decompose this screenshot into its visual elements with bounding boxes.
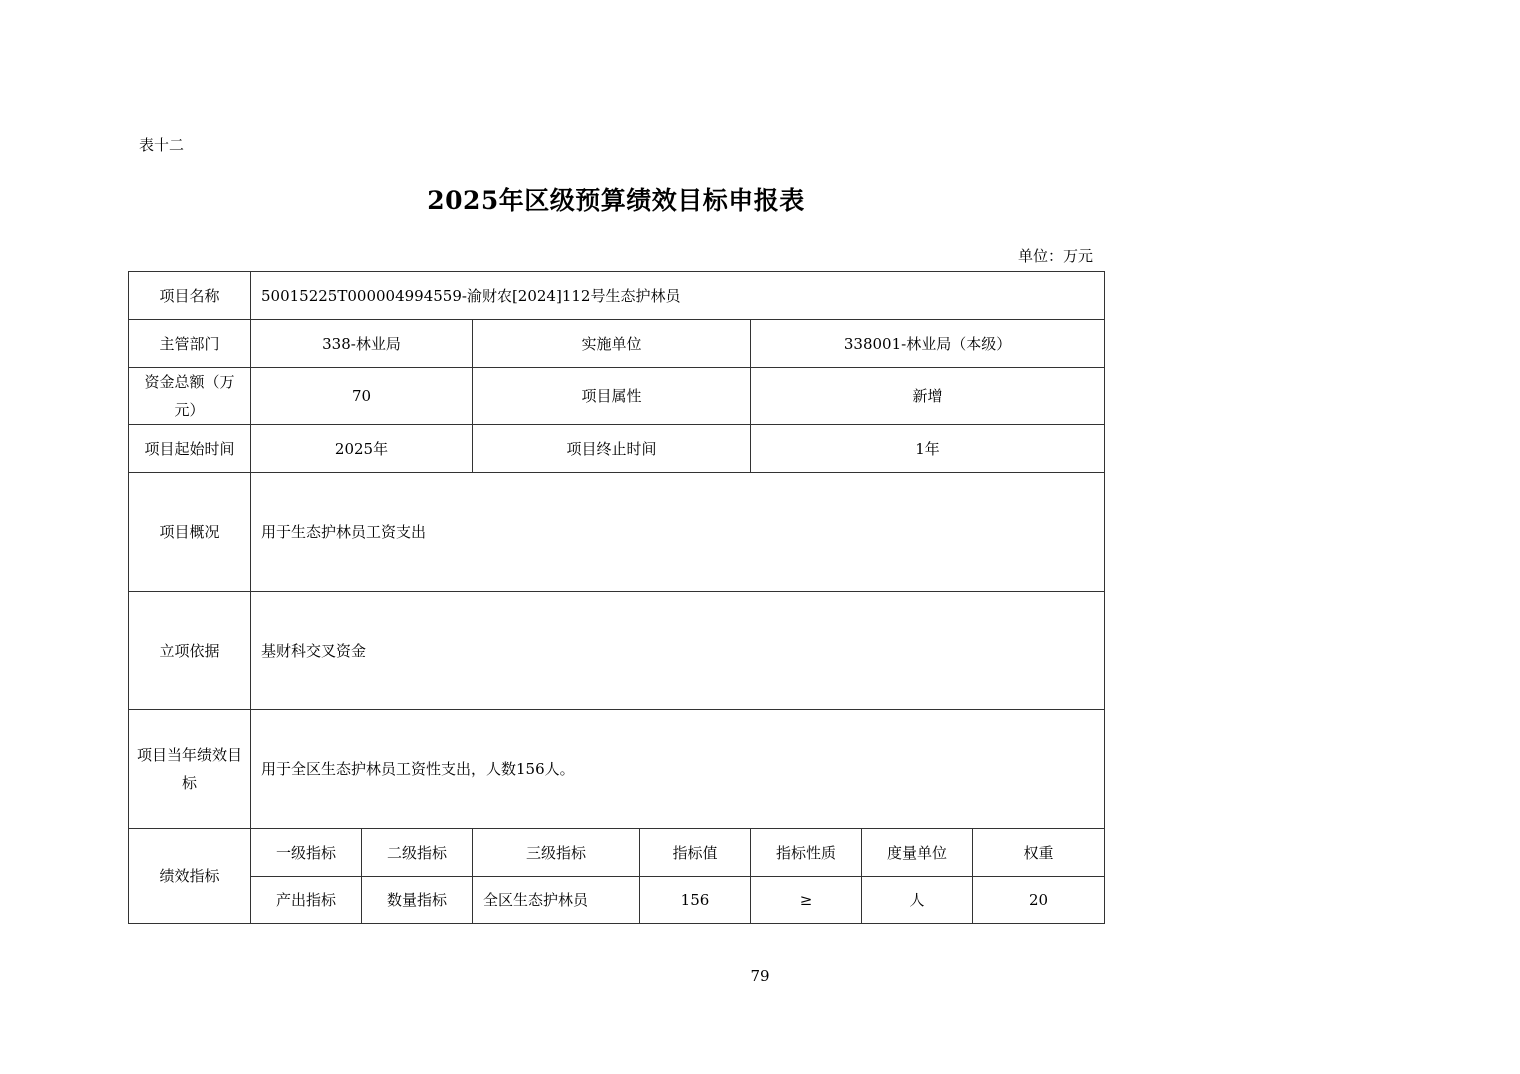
unit-label: 单位：万元 [1017,247,1093,265]
row-period [129,425,1105,473]
department-label: 主管部门 [129,320,251,368]
indicator-unit: 人 [862,877,973,924]
annual-goal-label: 项目当年绩效目标 [129,710,251,829]
indicator-header-level1: 一级指标 [251,829,362,877]
start-time-label: 项目起始时间 [129,425,251,473]
indicator-level3: 全区生态护林员 [473,877,640,924]
start-time-value: 2025年 [251,425,473,473]
project-attribute-label: 项目属性 [473,368,751,425]
implementing-unit-label: 实施单位 [473,320,751,368]
indicator-header-unit: 度量单位 [862,829,973,877]
indicator-nature: ≥ [751,877,862,924]
row-overview [129,473,1105,592]
annual-goal-value: 用于全区生态护林员工资性支出，人数156人。 [251,710,1105,829]
row-project-name [129,272,1105,320]
row-annual-goal [129,710,1105,829]
indicator-header-weight: 权重 [973,829,1105,877]
page-number: 79 [750,967,770,985]
indicator-header-level2: 二级指标 [362,829,473,877]
document-title: 2025年区级预算绩效目标申报表 [427,186,805,215]
row-basis [129,592,1105,710]
department-value: 338-林业局 [251,320,473,368]
indicator-header-row [129,829,1105,877]
indicator-value: 156 [640,877,751,924]
table-number: 表十二 [139,136,185,154]
row-funds [129,368,1105,425]
project-name-label: 项目名称 [129,272,251,320]
indicator-header-nature: 指标性质 [751,829,862,877]
project-basis-value: 基财科交叉资金 [251,592,1105,710]
performance-target-table [128,271,1105,924]
indicator-level1: 产出指标 [251,877,362,924]
indicator-header-value: 指标值 [640,829,751,877]
indicator-weight: 20 [973,877,1105,924]
project-overview-label: 项目概况 [129,473,251,592]
implementing-unit-value: 338001-林业局（本级） [751,320,1105,368]
project-basis-label: 立项依据 [129,592,251,710]
project-attribute-value: 新增 [751,368,1105,425]
indicator-header-level3: 三级指标 [473,829,640,877]
indicator-level2: 数量指标 [362,877,473,924]
total-funds-value: 70 [251,368,473,425]
end-time-label: 项目终止时间 [473,425,751,473]
total-funds-label: 资金总额（万元） [129,368,251,425]
performance-indicators-label: 绩效指标 [129,829,251,924]
indicator-row [129,877,1105,924]
end-time-value: 1年 [751,425,1105,473]
project-overview-value: 用于生态护林员工资支出 [251,473,1105,592]
row-department [129,320,1105,368]
project-name-value: 50015225T000004994559-渝财农[2024]112号生态护林员 [251,272,1105,320]
